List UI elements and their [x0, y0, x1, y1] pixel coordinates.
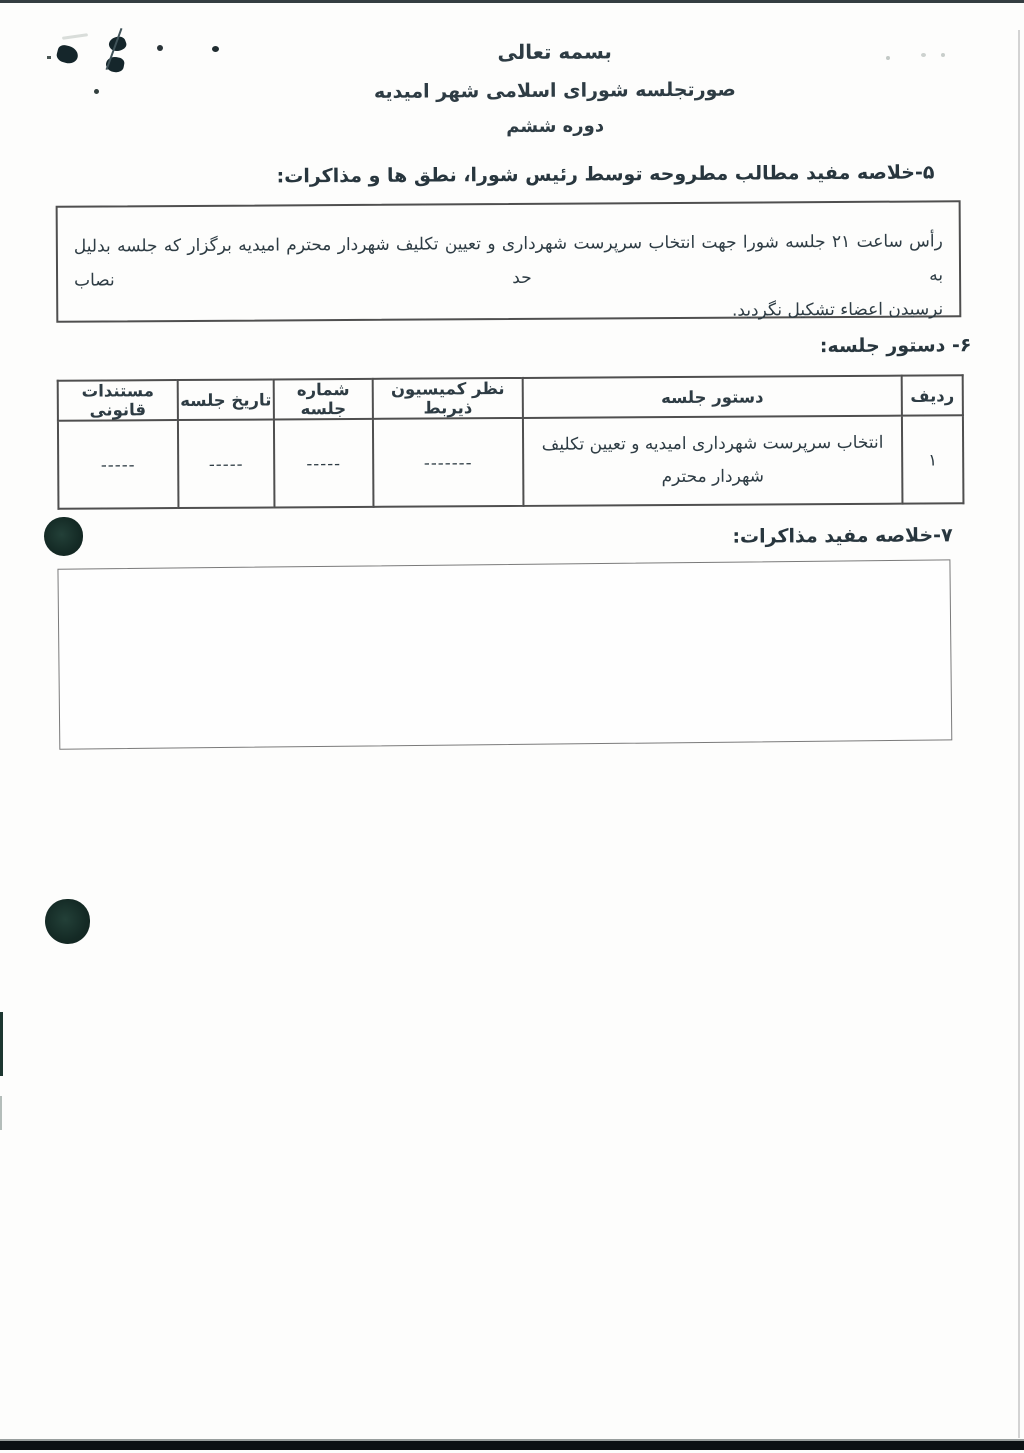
section7-heading: ۷-خلاصه مفید مذاکرات:	[732, 524, 953, 548]
council-term: دوره ششم	[506, 115, 605, 138]
section5-heading: ۵-خلاصه مفید مطالب مطروحه توسط رئیس شورا، نطق ها و مذاکرات:	[276, 161, 935, 188]
column-header-legal-docs: مستندات قانونی	[58, 380, 178, 421]
cell-legal-docs: -----	[58, 420, 179, 509]
document-header	[88, 37, 1023, 140]
cell-dastur	[523, 416, 903, 506]
bismillah-line: بسمه تعالی	[497, 39, 612, 65]
summary-line-1: رأس ساعت ۲۱ جلسه شورا جهت انتخاب سرپرست شهرداری و تعیین تکلیف شهردار محترم امیدیه برگزار که جلسه بدلیل به حد نصاب	[73, 231, 944, 291]
document-title: صورتجلسه شورای اسلامی شهر امیدیه	[373, 78, 736, 103]
cell-session-number: -----	[274, 419, 374, 508]
agenda-table-header-row	[58, 375, 963, 421]
agenda-table	[57, 374, 965, 510]
summary-line-2: نرسیدن اعضاء تشکیل نگردید.	[731, 299, 944, 321]
agenda-table-row	[58, 415, 964, 509]
dastur-line-2: شهردار محترم	[661, 466, 765, 488]
column-header-radif: ردیف	[902, 375, 963, 415]
scan-edge-left-strip	[0, 1012, 3, 1076]
cell-commission: -------	[373, 418, 524, 507]
section7-empty-box	[57, 559, 952, 749]
section6-heading: ۶- دستور جلسه:	[819, 334, 972, 358]
scan-edge-left-strip-faint	[0, 1096, 2, 1130]
column-header-session-date: تاریخ جلسه	[178, 379, 274, 420]
column-header-commission: نظر کمیسیون ذیربط	[373, 378, 523, 419]
section5-summary-box	[56, 200, 962, 323]
dastur-line-1: انتخاب سرپرست شهرداری امیدیه و تعیین تکلیف	[541, 432, 884, 455]
cell-radif: ۱	[902, 415, 964, 503]
column-header-dastur: دستور جلسه	[523, 376, 902, 418]
cell-session-date: -----	[178, 419, 275, 508]
column-header-session-number: شماره جلسه	[274, 379, 373, 420]
